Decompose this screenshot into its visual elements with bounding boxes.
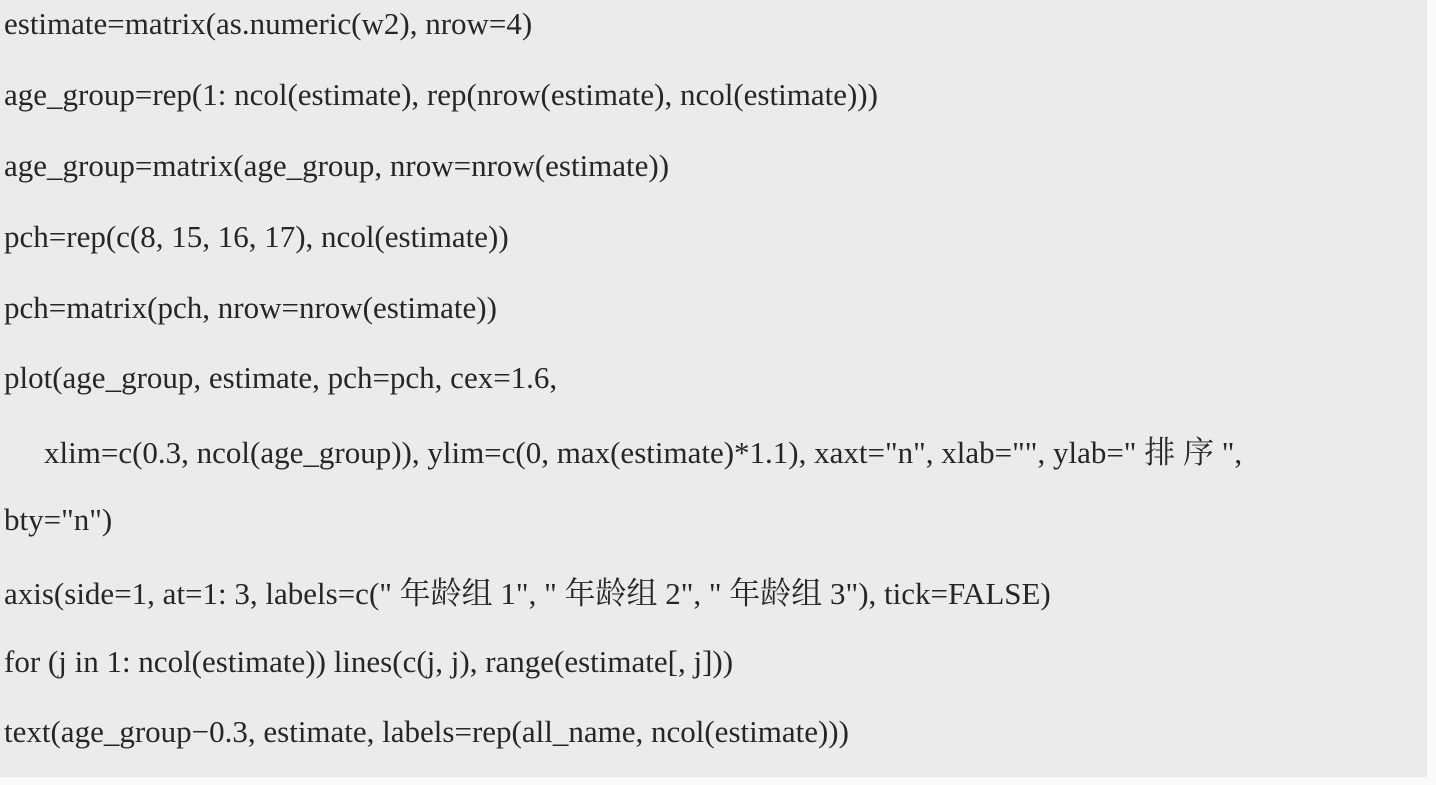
code-line: age_group=matrix(age_group, nrow=nrow(estimate)) [4, 147, 670, 183]
code-line: age_group=rep(1: ncol(estimate), rep(nrow(estimate), ncol(estimate))) [4, 77, 878, 113]
code-line: text(age_group−0.3, estimate, labels=rep(all_name, ncol(estimate))) [4, 714, 849, 750]
code-line: bty="n") [4, 501, 113, 537]
code-line: estimate=matrix(as.numeric(w2), nrow=4) [4, 6, 533, 42]
code-line-continuation: xlim=c(0.3, ncol(age_group)), ylim=c(0, max(estimate)*1.1), xaxt="n", xlab="", ylab=" 排 序 ", [44, 434, 1243, 470]
code-line: pch=rep(c(8, 15, 16, 17), ncol(estimate)) [4, 218, 509, 254]
code-line: axis(side=1, at=1: 3, labels=c(" 年龄组 1", " 年龄组 2", " 年龄组 3"), tick=FALSE) [4, 576, 1051, 612]
code-line: pch=matrix(pch, nrow=nrow(estimate)) [4, 289, 497, 325]
code-line: for (j in 1: ncol(estimate)) lines(c(j, j), range(estimate[, j])) [4, 643, 734, 679]
code-line: plot(age_group, estimate, pch=pch, cex=1.6, [4, 360, 558, 396]
